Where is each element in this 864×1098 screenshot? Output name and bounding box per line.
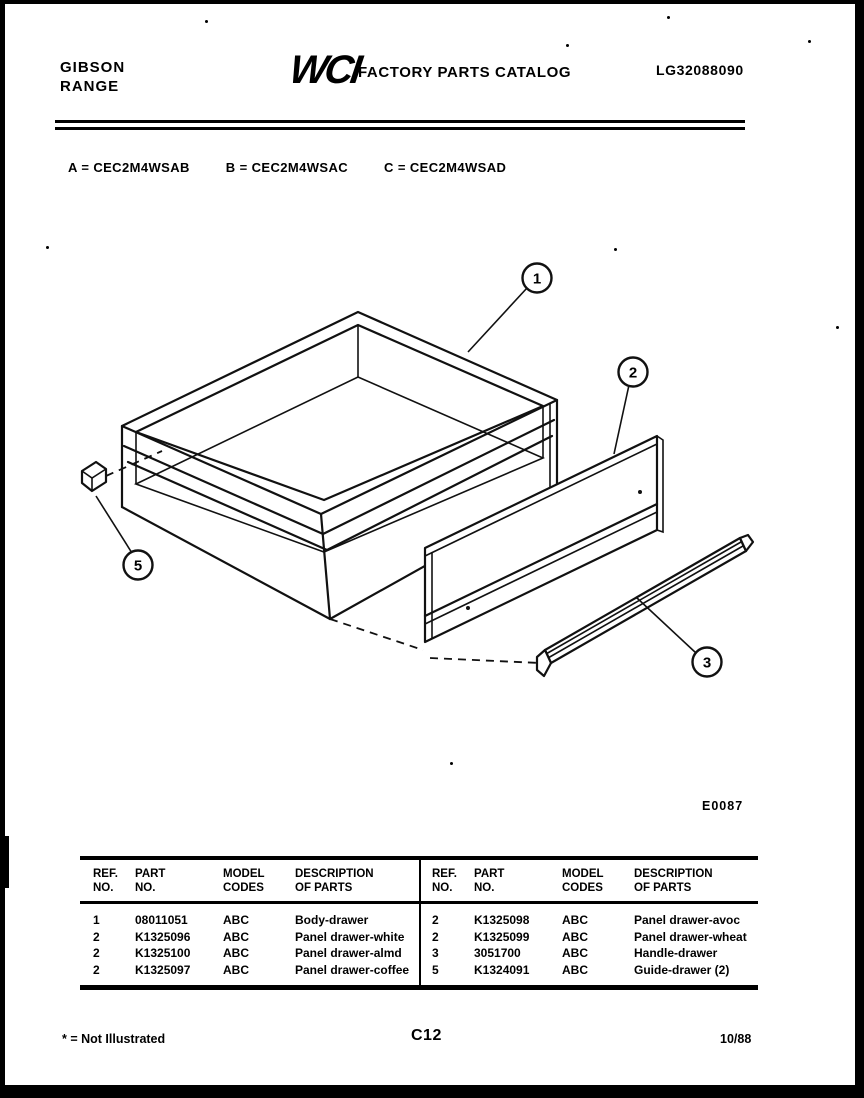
model-c: C = CEC2M4WSAD (384, 160, 507, 175)
table-body-right (419, 912, 758, 978)
col-part-no: PART NO. (135, 868, 166, 894)
brand-name (60, 58, 125, 96)
callout-1 (523, 264, 552, 293)
cell-code: ABC (223, 913, 249, 927)
cell-desc: Guide-drawer (2) (634, 962, 730, 977)
cell-desc: Panel drawer-wheat (634, 929, 747, 944)
scan-border-bottom (0, 1085, 864, 1098)
cell-ref: 2 (93, 962, 100, 977)
cell-code: ABC (562, 962, 588, 977)
leader-2 (614, 385, 629, 454)
date-code: 10/88 (720, 1032, 752, 1046)
col-ref-no: REF. NO. (432, 868, 457, 894)
cell-part: K1325100 (135, 946, 191, 960)
col-ref-no: REF. NO. (93, 868, 118, 894)
catalog-number: LG32088090 (656, 62, 744, 78)
brand-line1: GIBSON (60, 59, 126, 76)
scan-border-left (0, 0, 5, 1098)
header-divider (55, 120, 745, 130)
assembly-dash-body-panel (330, 619, 423, 650)
cell-desc: Panel drawer-almd (295, 946, 402, 960)
cell-ref: 3 (432, 946, 439, 960)
cell-part: K1325098 (474, 913, 530, 927)
callout-5 (124, 551, 153, 580)
drawer-guide (82, 462, 106, 491)
page-number: C12 (411, 1027, 442, 1044)
cell-part: K1324091 (474, 962, 530, 977)
drawer-exploded-diagram (40, 230, 780, 720)
cell-part: K1325099 (474, 929, 530, 944)
model-b: B = CEC2M4WSAC (225, 160, 349, 175)
table-body-left (80, 912, 419, 978)
cell-code: ABC (223, 962, 249, 977)
callout-5-number: 5 (133, 557, 143, 575)
cell-code: ABC (223, 946, 249, 960)
cell-ref: 2 (93, 946, 100, 960)
model-a: A = CEC2M4WSAB (68, 160, 190, 175)
cell-code: ABC (223, 929, 249, 944)
scan-speck (667, 16, 670, 19)
cell-ref: 2 (93, 929, 100, 944)
col-part-no: PART NO. (474, 868, 505, 894)
cell-desc: Handle-drawer (634, 946, 718, 960)
cell-code: ABC (562, 913, 588, 927)
scan-speck (566, 44, 569, 47)
model-codes-line (68, 160, 506, 175)
scan-speck (450, 762, 453, 765)
cell-part: K1325096 (135, 929, 191, 944)
leader-3 (637, 598, 696, 653)
cell-ref: 2 (432, 913, 439, 927)
col-model-codes: MODEL CODES (562, 868, 604, 894)
callout-3-number: 3 (702, 654, 712, 672)
panel-mark (638, 490, 642, 494)
callout-1-number: 1 (532, 270, 542, 288)
cell-desc: Panel drawer-white (295, 929, 405, 944)
cell-code: ABC (562, 929, 588, 944)
scan-border-top (0, 0, 864, 4)
table-center-divider (419, 860, 421, 985)
scan-speck (808, 40, 811, 43)
table-header-right (419, 860, 758, 901)
cell-ref: 2 (432, 929, 439, 944)
leader-5 (96, 496, 132, 553)
cell-part: 3051700 (474, 946, 521, 960)
assembly-dash-panel-handle (430, 658, 540, 663)
cell-desc: Panel drawer-coffee (295, 962, 410, 977)
cell-part: 08011051 (135, 913, 188, 927)
cell-desc: Body-drawer (295, 913, 369, 927)
cell-desc: Panel drawer-avoc (634, 913, 741, 927)
table-header-left (80, 860, 419, 901)
scan-border-tab (0, 836, 9, 888)
col-model-codes: MODEL CODES (223, 868, 265, 894)
cell-ref: 1 (93, 913, 100, 927)
brand-line2: RANGE (60, 78, 120, 95)
scan-speck (836, 326, 839, 329)
callout-2-number: 2 (628, 364, 638, 382)
scan-speck (205, 20, 208, 23)
scan-border-right (855, 0, 864, 1098)
cell-code: ABC (562, 946, 588, 960)
cell-ref: 5 (432, 962, 439, 977)
catalog-title: FACTORY PARTS CATALOG (358, 64, 572, 81)
callout-3 (693, 648, 722, 677)
wci-logo: WCI (286, 48, 362, 92)
panel-mark (466, 606, 470, 610)
callout-2 (619, 358, 648, 387)
cell-part: K1325097 (135, 962, 191, 977)
parts-table (80, 856, 758, 990)
not-illustrated-note: * = Not Illustrated (62, 1032, 166, 1046)
col-description: DESCRIPTION OF PARTS (634, 868, 713, 894)
figure-code: E0087 (702, 799, 744, 813)
leader-1 (468, 288, 527, 352)
col-description: DESCRIPTION OF PARTS (295, 868, 374, 894)
